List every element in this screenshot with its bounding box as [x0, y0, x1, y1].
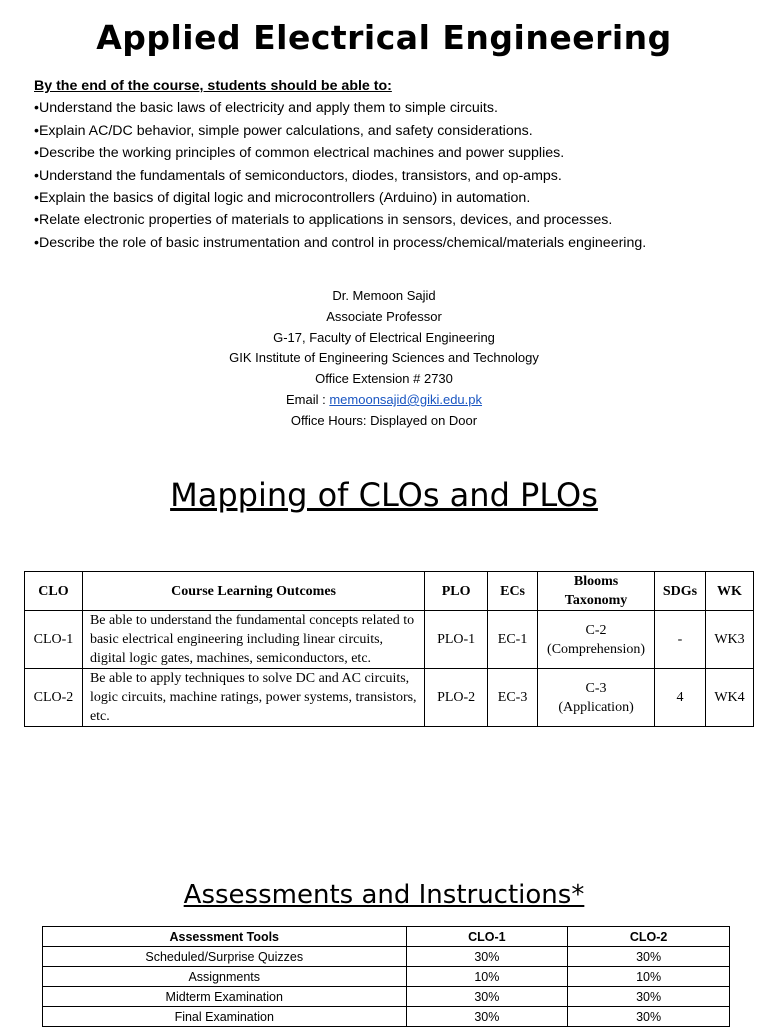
header-outcomes: Course Learning Outcomes	[82, 572, 424, 611]
cell-clo: CLO-2	[25, 669, 83, 727]
cell-clo2-weight: 10%	[568, 967, 730, 987]
course-objectives	[34, 75, 754, 254]
header-clo: CLO	[25, 572, 83, 611]
cell-ec: EC-1	[488, 611, 538, 669]
cell-wk: WK3	[705, 611, 753, 669]
header-blooms	[538, 572, 655, 611]
table-header-row	[43, 927, 730, 947]
table-row	[43, 987, 730, 1007]
header-wk: WK	[705, 572, 753, 611]
cell-clo2-weight: 30%	[568, 1007, 730, 1027]
cell-tool: Midterm Examination	[43, 987, 407, 1007]
instructor-institute: GIK Institute of Engineering Sciences and Technology	[229, 350, 539, 366]
cell-clo2-weight: 30%	[568, 947, 730, 967]
cell-sdg: 4	[655, 669, 706, 727]
cell-clo1-weight: 30%	[406, 947, 568, 967]
header-clo-2: CLO-2	[568, 927, 730, 947]
table-row	[25, 611, 754, 669]
cell-tool: Assignments	[43, 967, 407, 987]
header-plo: PLO	[425, 572, 488, 611]
cell-blooms	[538, 611, 655, 669]
cell-clo2-weight: 30%	[568, 987, 730, 1007]
instructor-position: Associate Professor	[326, 308, 442, 324]
cell-clo1-weight: 30%	[406, 987, 568, 1007]
objective-item: • Explain the basics of digital logic and microcontrollers (Arduino) in automation.	[34, 187, 754, 209]
header-ecs: ECs	[488, 572, 538, 611]
email-link[interactable]: memoonsajid@giki.edu.pk	[329, 391, 483, 407]
email-line	[0, 390, 768, 411]
header-clo-1: CLO-1	[406, 927, 568, 947]
instructor-name: Dr. Memoon Sajid	[332, 288, 436, 303]
table-header-row	[25, 572, 754, 611]
table-row	[43, 967, 730, 987]
cell-sdg: -	[655, 611, 706, 669]
objective-item: • Understand the basic laws of electricity and apply them to simple circuits.	[34, 97, 754, 119]
table-row	[25, 669, 754, 727]
office-hours: Office Hours: Displayed on Door	[290, 412, 478, 428]
assessments-title: Assessments and Instructions*	[183, 880, 585, 910]
cell-plo: PLO-1	[425, 611, 488, 669]
cell-clo1-weight: 30%	[406, 1007, 568, 1027]
objective-item: • Understand the fundamentals of semiconductors, diodes, transistors, and op-amps.	[34, 165, 754, 187]
cell-tool: Final Examination	[43, 1007, 407, 1027]
instructor-contact	[0, 286, 768, 432]
cell-blooms	[538, 669, 655, 727]
cell-plo: PLO-2	[425, 669, 488, 727]
email-label: Email :	[285, 391, 326, 407]
cell-outcome: Be able to understand the fundamental concepts related to basic electrical engineering including linear circuits, digital logic gates, machines, semiconductors, etc.	[82, 611, 424, 669]
assessment-table	[42, 926, 730, 1027]
mapping-title: Mapping of CLOs and PLOs	[170, 476, 598, 514]
objectives-intro: By the end of the course, students should be able to:	[34, 78, 392, 94]
instructor-office: G-17, Faculty of Electrical Engineering	[273, 329, 495, 345]
objective-item: • Relate electronic properties of materials to applications in sensors, devices, and processes.	[34, 209, 754, 231]
blooms-level-name: (Application)	[558, 699, 634, 715]
blooms-level: C-3	[585, 680, 607, 696]
cell-ec: EC-3	[488, 669, 538, 727]
header-assessment-tools: Assessment Tools	[43, 927, 407, 947]
blooms-level-name: (Comprehension)	[547, 641, 646, 657]
clo-plo-table	[24, 571, 754, 727]
office-extension: Office Extension # 2730	[315, 371, 453, 387]
header-sdgs: SDGs	[655, 572, 706, 611]
cell-tool: Scheduled/Surprise Quizzes	[43, 947, 407, 967]
table-row	[43, 947, 730, 967]
cell-outcome: Be able to apply techniques to solve DC and AC circuits, logic circuits, machine ratings, power systems, transistors, etc.	[82, 669, 424, 727]
cell-clo: CLO-1	[25, 611, 83, 669]
header-blooms-line2: Taxonomy	[564, 593, 628, 608]
blooms-level: C-2	[585, 622, 607, 638]
objective-item: • Describe the role of basic instrumentation and control in process/chemical/materials engineering.	[34, 232, 754, 254]
objective-item: • Describe the working principles of common electrical machines and power supplies.	[34, 142, 754, 164]
cell-clo1-weight: 10%	[406, 967, 568, 987]
objective-item: • Explain AC/DC behavior, simple power calculations, and safety considerations.	[34, 120, 754, 142]
course-title: Applied Electrical Engineering	[96, 18, 672, 57]
cell-wk: WK4	[705, 669, 753, 727]
header-blooms-line1: Blooms	[573, 574, 619, 589]
